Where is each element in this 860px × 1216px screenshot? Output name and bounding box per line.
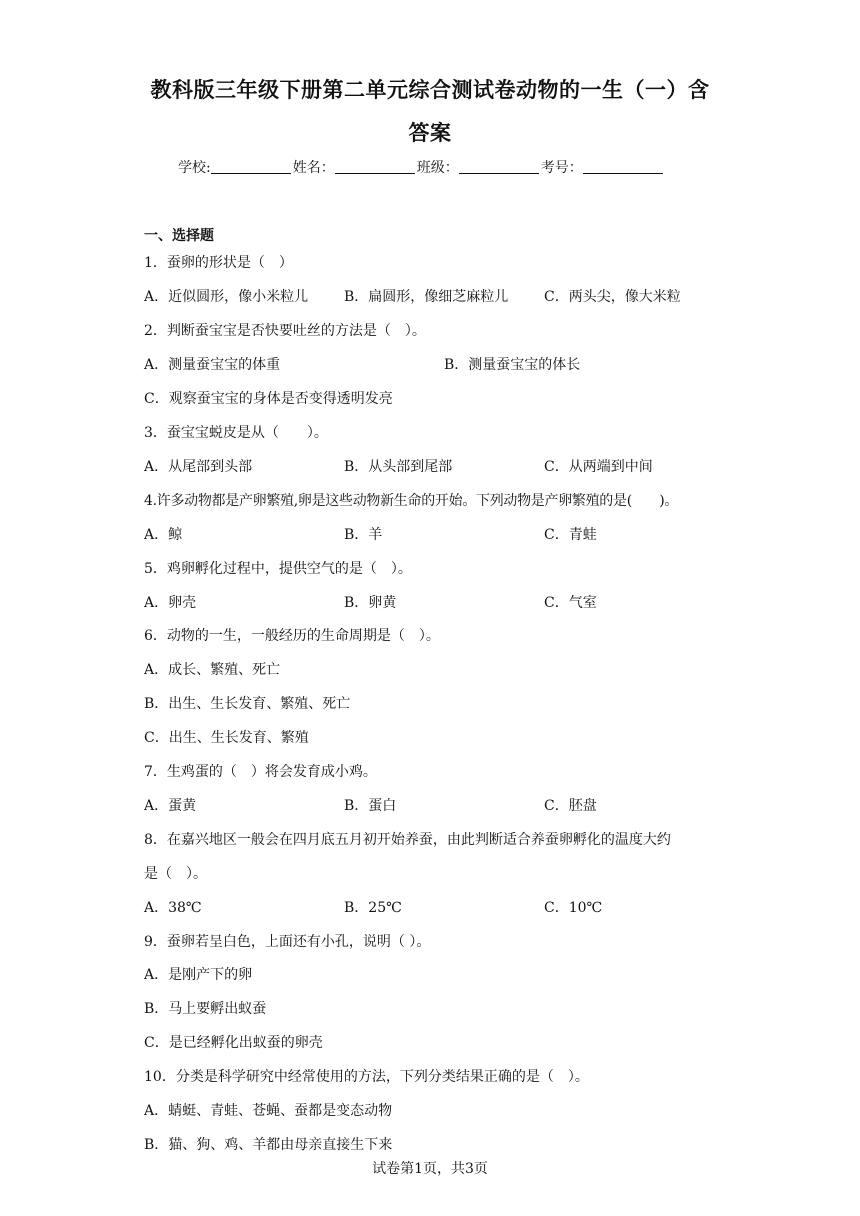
question-8-continued: 是（ ）。 bbox=[144, 866, 207, 882]
question-8: 8．在嘉兴地区一般会在四月底五月初开始养蚕，由此判断适合养蚕卵孵化的温度大约 bbox=[144, 832, 671, 848]
exam-number-label: 考号： bbox=[540, 160, 583, 176]
question-4: 4.许多动物都是产卵繁殖,卵是这些动物新生命的开始。下列动物是产卵繁殖的是( )。 bbox=[144, 493, 679, 509]
question-1: 1．蚕卵的形状是（ ） bbox=[144, 255, 293, 271]
q10-option-a: A．蜻蜓、青蛙、苍蝇、蚕都是变态动物 bbox=[144, 1103, 393, 1119]
q5-option-b: B．卵黄 bbox=[344, 595, 397, 611]
class-blank bbox=[459, 159, 539, 174]
name-label: 姓名： bbox=[292, 160, 335, 176]
q8-option-a: A．38℃ bbox=[144, 900, 202, 916]
q7-option-c: C．胚盘 bbox=[544, 798, 597, 814]
exam-title-line2: 答案 bbox=[408, 121, 452, 145]
q8-option-b: B．25℃ bbox=[344, 900, 402, 916]
class-label: 班级： bbox=[416, 160, 459, 176]
q1-option-c: C．两头尖，像大米粒 bbox=[544, 289, 681, 305]
q2-option-b: B．测量蚕宝宝的体长 bbox=[444, 357, 581, 373]
name-blank bbox=[335, 159, 415, 174]
q4-option-a: A．鲸 bbox=[144, 527, 183, 543]
page-footer: 试卷第1页，共3页 bbox=[372, 1161, 488, 1177]
question-9: 9．蚕卵若呈白色，上面还有小孔，说明（ ）。 bbox=[144, 934, 431, 950]
q9-option-a: A．是刚产下的卵 bbox=[144, 967, 253, 983]
q4-option-c: C．青蛙 bbox=[544, 527, 597, 543]
q9-option-c: C．是已经孵化出蚁蚕的卵壳 bbox=[144, 1035, 323, 1051]
q4-option-b: B．羊 bbox=[344, 527, 383, 543]
student-info-row bbox=[178, 158, 738, 178]
question-5: 5．鸡卵孵化过程中，提供空气的是（ ）。 bbox=[144, 561, 412, 577]
q10-option-b: B．猫、狗、鸡、羊都由母亲直接生下来 bbox=[144, 1137, 393, 1153]
exam-number-blank bbox=[583, 159, 663, 174]
q6-option-a: A．成长、繁殖、死亡 bbox=[144, 662, 281, 678]
q1-option-a: A．近似圆形，像小米粒儿 bbox=[144, 289, 309, 305]
question-10: 10．分类是科学研究中经常使用的方法，下列分类结果正确的是（ ）。 bbox=[144, 1069, 589, 1085]
q8-option-c: C．10℃ bbox=[544, 900, 603, 916]
question-7: 7．生鸡蛋的（ ）将会发育成小鸡。 bbox=[144, 764, 377, 780]
q6-option-b: B．出生、生长发育、繁殖、死亡 bbox=[144, 696, 351, 712]
q7-option-b: B．蛋白 bbox=[344, 798, 397, 814]
q3-option-b: B．从头部到尾部 bbox=[344, 459, 453, 475]
q5-option-a: A．卵壳 bbox=[144, 595, 197, 611]
q5-option-c: C．气室 bbox=[544, 595, 597, 611]
q1-option-b: B．扁圆形，像细芝麻粒儿 bbox=[344, 289, 509, 305]
school-blank bbox=[211, 159, 291, 174]
school-label: 学校: bbox=[178, 160, 211, 176]
q2-option-a: A．测量蚕宝宝的体重 bbox=[144, 357, 281, 373]
question-2: 2．判断蚕宝宝是否快要吐丝的方法是（ ）。 bbox=[144, 323, 426, 339]
q2-option-c: C．观察蚕宝宝的身体是否变得透明发亮 bbox=[144, 391, 393, 407]
section-title: 一、选择题 bbox=[144, 228, 214, 244]
q3-option-c: C．从两端到中间 bbox=[544, 459, 653, 475]
question-6: 6．动物的一生，一般经历的生命周期是（ ）。 bbox=[144, 628, 440, 644]
question-3: 3．蚕宝宝蜕皮是从（ ）。 bbox=[144, 425, 328, 441]
q3-option-a: A．从尾部到头部 bbox=[144, 459, 253, 475]
q9-option-b: B．马上要孵出蚁蚕 bbox=[144, 1001, 267, 1017]
q7-option-a: A．蛋黄 bbox=[144, 798, 197, 814]
exam-title-line1: 教科版三年级下册第二单元综合测试卷动物的一生（一）含 bbox=[150, 78, 710, 102]
q6-option-c: C．出生、生长发育、繁殖 bbox=[144, 730, 309, 746]
